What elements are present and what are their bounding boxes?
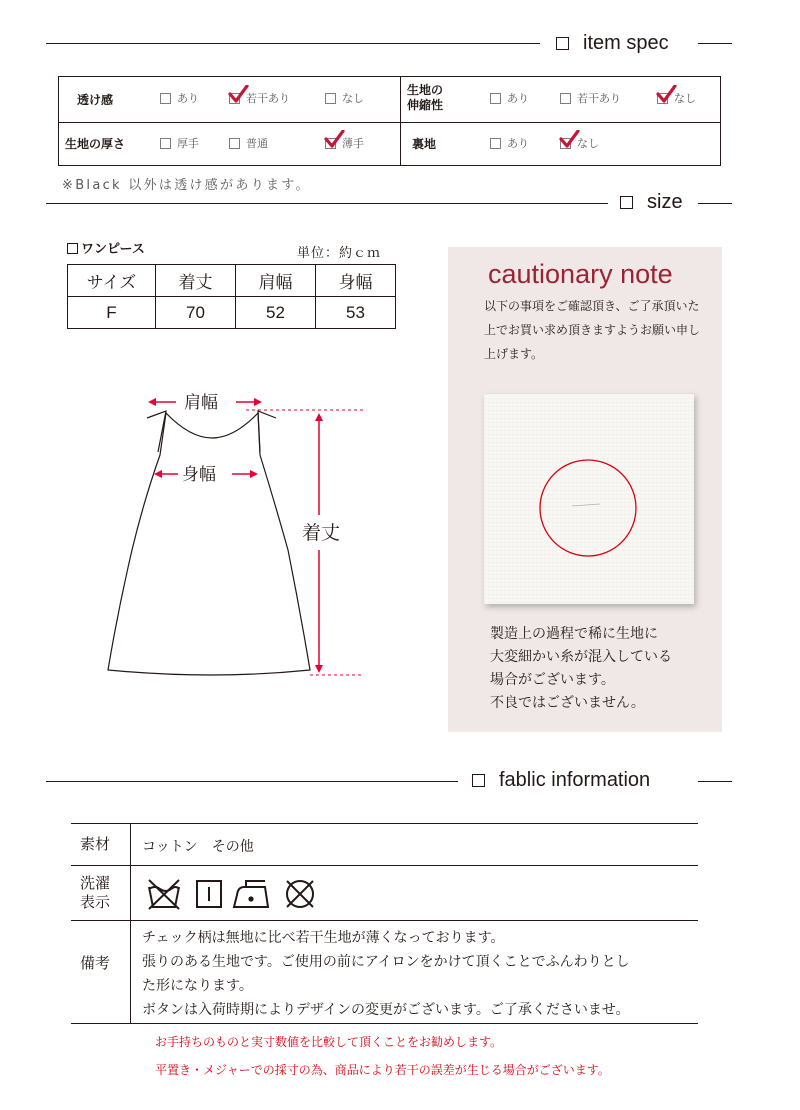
section-title-item-spec: item spec [556, 31, 669, 55]
checkbox-icon [229, 138, 240, 149]
table-divider [71, 823, 698, 824]
checkbox-square-icon [472, 774, 485, 787]
spec-option-selected: 若干あり [229, 92, 290, 106]
care-label: 洗濯 表示 [80, 874, 111, 911]
cautionary-note-intro: 以下の事項をご確認頂き、ご了承頂いた上でお買い求め頂きますようお願い申し上げます。 [484, 299, 701, 361]
table-header-cell: サイズ [68, 265, 156, 297]
spec-option: 若干あり [560, 92, 621, 106]
section-divider [698, 203, 732, 204]
table-cell: 70 [156, 297, 236, 329]
spec-option: あり [160, 92, 199, 106]
no-dry-clean-icon [287, 881, 313, 907]
section-title-size: size [620, 190, 683, 214]
iron-low-icon [234, 881, 268, 907]
table-divider [71, 865, 698, 866]
checkbox-square-icon [620, 196, 633, 209]
table-cell: F [68, 297, 156, 329]
remarks-label: 備考 [80, 954, 111, 972]
table-header-cell: 肩幅 [236, 265, 316, 297]
spec-option-selected: なし [560, 137, 599, 151]
checkbox-icon [560, 93, 571, 104]
cautionary-note-title: cautionary note [488, 259, 673, 289]
item-spec-table [58, 76, 721, 166]
material-value: コットン その他 [142, 839, 254, 855]
checkbox-icon [490, 93, 501, 104]
tumble-dry-icon [197, 881, 221, 907]
checkbox-checked-icon [229, 93, 240, 104]
table-divider [71, 920, 698, 921]
spec-option-selected: 薄手 [325, 137, 364, 151]
length-label: 着丈 [302, 522, 341, 544]
size-item-name: ワンピース [67, 238, 145, 257]
spec-option: 普通 [229, 137, 268, 151]
checkbox-icon [490, 138, 501, 149]
cautionary-note-panel [448, 247, 722, 732]
section-divider [46, 203, 608, 204]
checkbox-icon [160, 93, 171, 104]
cautionary-note-body: 製造上の過程で稀に生地に 大変細かい糸が混入している 場合がございます。 不良ではございません。 [490, 626, 672, 711]
spec-label-transparency: 透け感 [77, 93, 114, 107]
fabric-closeup-photo [484, 394, 694, 604]
table-divider [400, 77, 401, 165]
spec-label-stretch: 生地の 伸縮性 [407, 83, 444, 112]
checkbox-icon [325, 93, 336, 104]
body-width-label: 身幅 [182, 465, 216, 485]
dress-measurement-diagram [100, 380, 380, 690]
footer-note-compare: お手持ちのものと実寸数値を比較して頂くことをお勧めします。 [155, 1035, 503, 1049]
spec-option: あり [490, 137, 529, 151]
spec-option-selected: なし [657, 92, 696, 106]
section-divider [698, 43, 732, 44]
checkbox-icon [160, 138, 171, 149]
table-cell: 53 [316, 297, 396, 329]
transparency-note: ※Black 以外は透け感があります。 [62, 178, 311, 193]
section-divider [46, 781, 458, 782]
shoulder-label: 肩幅 [184, 393, 218, 413]
spec-option: 厚手 [160, 137, 199, 151]
size-table [67, 264, 396, 329]
section-title-fabric-information: fablic information [472, 768, 650, 792]
spec-label-thickness: 生地の厚さ [65, 137, 126, 151]
section-divider [46, 43, 540, 44]
table-divider [130, 823, 131, 1023]
table-header-cell: 着丈 [156, 265, 236, 297]
checkbox-square-icon [67, 243, 78, 254]
table-cell: 52 [236, 297, 316, 329]
spec-option: なし [325, 92, 364, 106]
section-divider [698, 781, 732, 782]
checkbox-checked-icon [657, 93, 668, 104]
table-divider [59, 122, 720, 123]
no-wash-icon [149, 880, 179, 909]
footer-note-measurement: 平置き・メジャーでの採寸の為、商品により若干の誤差が生じる場合がございます。 [155, 1063, 610, 1077]
size-unit: 単位：約ｃｍ [297, 246, 382, 261]
care-icons [146, 877, 326, 915]
dress-outline [108, 411, 310, 675]
table-header-row [68, 265, 396, 297]
fabric-thread-illustration [484, 394, 694, 604]
spec-label-lining: 裏地 [412, 137, 437, 151]
remarks-text: チェック柄は無地に比べ若干生地が薄くなっております。 張りのある生地です。ご使用の前にアイロンをかけて頂くことでふんわりとし た形になります。 ボタンは入荷時期によりデザインの変更がございます。ご了承くださいませ。 [142, 930, 630, 1018]
spec-option: あり [490, 92, 529, 106]
table-divider [71, 1023, 698, 1024]
material-label: 素材 [80, 835, 111, 853]
checkbox-square-icon [556, 37, 569, 50]
checkbox-checked-icon [560, 138, 571, 149]
table-header-cell: 身幅 [316, 265, 396, 297]
table-row [68, 297, 396, 329]
checkbox-checked-icon [325, 138, 336, 149]
